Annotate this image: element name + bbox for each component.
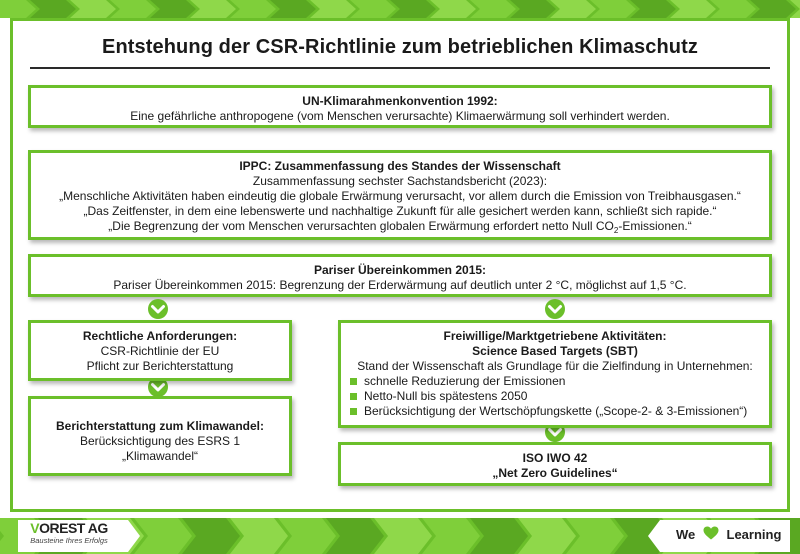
- iso-heading-2: „Net Zero Guidelines“: [492, 466, 618, 480]
- voluntary-activities-box: [338, 320, 772, 428]
- ipcc-line-3: „Das Zeitfenster, in dem eine lebenswerte und nachhaltige Zukunft für alle gesichert werden kann, schließt sich rapide.“: [83, 204, 717, 218]
- ipcc-line-1: Zusammenfassung sechster Sachstandsbericht (2023):: [252, 174, 548, 188]
- un-heading: UN-Klimarahmenkonvention 1992:: [302, 94, 498, 108]
- list-item: schnelle Reduzierung der Emissionen: [350, 374, 769, 389]
- ipcc-line-4-pre: „Die Begrenzung der vom Menschen verursachten globalen Erwärmung erfordert netto Null CO: [108, 219, 614, 233]
- logo-tagline: Bausteine Ihres Erfolgs: [30, 536, 108, 545]
- iso-guidelines-box: [338, 442, 772, 486]
- we-love-learning-slogan: [676, 520, 781, 550]
- legal-requirements-box: [28, 320, 292, 381]
- report-line-2: „Klimawandel“: [121, 449, 199, 463]
- logo-rest: OREST AG: [39, 520, 108, 536]
- slogan-we: We: [676, 527, 696, 542]
- chevron-down-icon: [544, 298, 566, 320]
- list-item: Berücksichtigung der Wertschöpfungskette („Scope-2- & 3-Emissionen“): [350, 404, 769, 419]
- voluntary-bullet-list: [341, 374, 769, 419]
- logo-v: V: [30, 520, 40, 536]
- slogan-learning: Learning: [726, 527, 782, 542]
- ipcc-heading: IPPC: Zusammenfassung des Standes der Wissenschaft: [239, 159, 561, 173]
- page-title: Entstehung der CSR-Richtlinie zum betrieblichen Klimaschutz: [102, 36, 698, 58]
- ipcc-line-4-post: -Emissionen.“: [618, 219, 692, 233]
- ipcc-box: [28, 150, 772, 240]
- top-decor-bar: [0, 0, 800, 18]
- report-heading: Berichterstattung zum Klimawandel:: [55, 419, 265, 433]
- paris-agreement-box: [28, 254, 772, 297]
- report-line-1: Berücksichtigung des ESRS 1: [79, 434, 241, 448]
- chevron-down-icon: [147, 298, 169, 320]
- voluntary-intro: Stand der Wissenschaft als Grundlage für die Zielfindung in Unternehmen:: [357, 359, 753, 373]
- paris-heading: Pariser Übereinkommen 2015:: [313, 263, 487, 277]
- legal-line-2: Pflicht zur Berichterstattung: [86, 359, 234, 373]
- voluntary-heading-2: Science Based Targets (SBT): [472, 344, 638, 358]
- un-text: Eine gefährliche anthropogene (vom Menschen verursachte) Klimaerwärmung soll verhindert werden.: [130, 109, 670, 123]
- ipcc-line-4-sub: 2: [613, 226, 619, 235]
- climate-reporting-box: [28, 396, 292, 476]
- list-item: Netto-Null bis spätestens 2050: [350, 389, 769, 404]
- voluntary-heading-1: Freiwillige/Marktgetriebene Aktivitäten:: [443, 329, 667, 343]
- un-convention-box: [28, 85, 772, 128]
- logo-name: [26, 520, 112, 536]
- legal-heading: Rechtliche Anforderungen:: [82, 329, 238, 343]
- ipcc-line-2: „Menschliche Aktivitäten haben eindeutig die globale Erwärmung verursacht, vor allem durch die Emission von Treibhausgasen.“: [59, 189, 741, 203]
- vorest-logo: [26, 520, 112, 552]
- legal-line-1: CSR-Richtlinie der EU: [100, 344, 220, 358]
- iso-heading-1: ISO IWO 42: [522, 451, 588, 465]
- heart-icon: [703, 521, 719, 551]
- title-underline: [30, 67, 770, 69]
- ipcc-line-4: [31, 219, 769, 234]
- paris-text: Pariser Übereinkommen 2015: Begrenzung der Erderwärmung auf deutlich unter 2 °C, möglichst auf 1,5 °C.: [113, 278, 687, 292]
